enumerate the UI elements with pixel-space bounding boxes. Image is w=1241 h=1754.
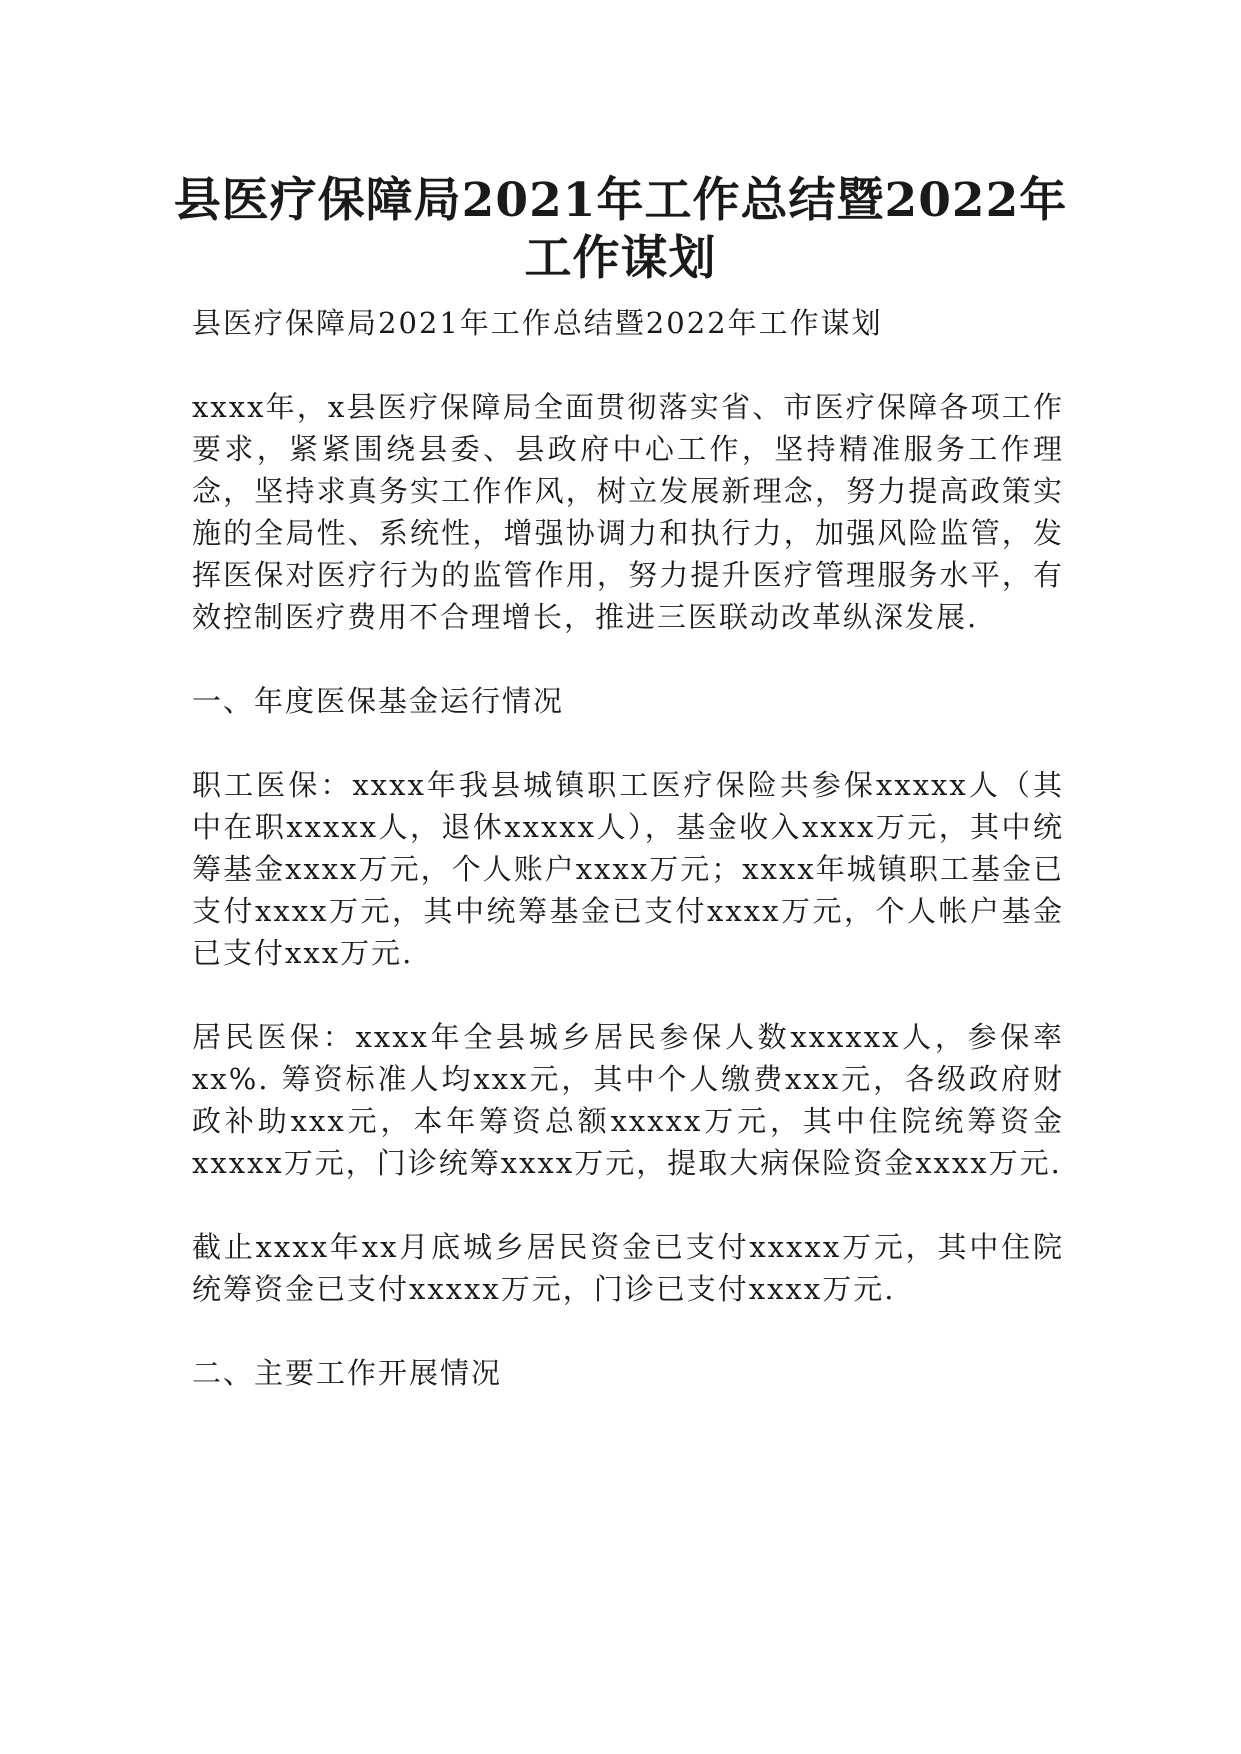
section-heading-1: 一、年度医保基金运行情况 [192,684,565,718]
title-line-1: 县医疗保障局2021年工作总结暨2022年 [173,173,1068,228]
document-subtitle: 县医疗保障局2021年工作总结暨2022年工作谋划 [192,306,883,340]
title-line-2: 工作谋划 [524,231,717,286]
resident-insurance-paragraph: 居民医保：xxxx年全县城乡居民参保人数xxxxxx人，参保率xx%. 筹资标准人均xxx元，其中个人缴费xxx元，各级政府财政补助xxx元，本年筹资总额xxxxx万元，其中住院统筹资金xxxxx万元，门诊统筹xxxx万元，提取大病保险资金xxxx万元. [192,1020,1064,1180]
intro-paragraph: xxxx年，x县医疗保障局全面贯彻落实省、市医疗保障各项工作要求，紧紧围绕县委、县政府中心工作，坚持精准服务工作理念，坚持求真务实工作作风，树立发展新理念，努力提高政策实施的全局性、系统性，增强协调力和执行力，加强风险监管，发挥医保对医疗行为的监管作用，努力提升医疗管理服务水平，有效控制医疗费用不合理增长，推进三医联动改革纵深发展. [192,390,1064,634]
document-title [150,172,1091,288]
payment-status-paragraph: 截止xxxx年xx月底城乡居民资金已支付xxxxx万元，其中住院统筹资金已支付xxxxx万元，门诊已支付xxxx万元. [192,1230,1064,1306]
document-body [192,302,1064,1436]
section-heading-2: 二、主要工作开展情况 [192,1356,503,1390]
employee-insurance-paragraph: 职工医保：xxxx年我县城镇职工医疗保险共参保xxxxx人（其中在职xxxxx人，退休xxxxx人），基金收入xxxx万元，其中统筹基金xxxx万元，个人账户xxxx万元；xxxx年城镇职工基金已支付xxxx万元，其中统筹基金已支付xxxx万元，个人帐户基金已支付xxx万元. [192,768,1064,970]
